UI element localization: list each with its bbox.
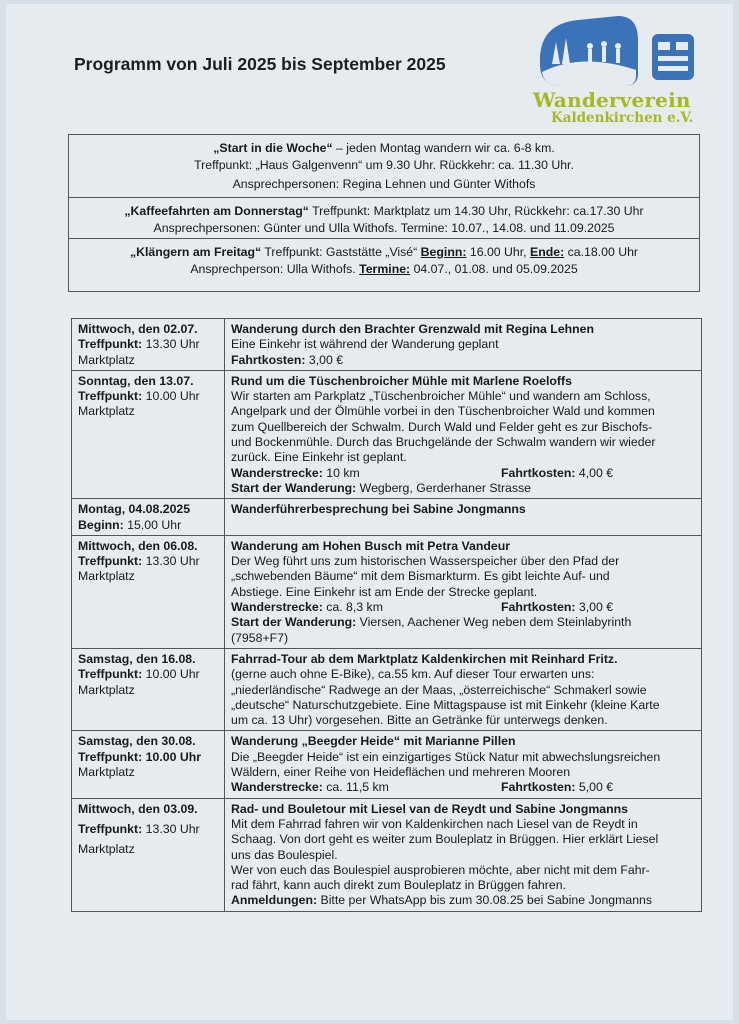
info-s3-begin-label: Beginn: — [420, 245, 467, 259]
info-s1-name: „Start in die Woche“ — [213, 141, 333, 155]
meet-place: Marktplatz — [78, 682, 135, 697]
meet-label: Treffpunkt: — [78, 749, 143, 764]
info-s1-line3: Ansprechpersonen: Regina Lehnen und Günter Withofs — [232, 177, 536, 191]
meet-label: Treffpunkt: — [78, 337, 143, 352]
fahrt-label: Fahrtkosten: — [501, 600, 576, 615]
event-line: zurück. Eine Einkehr ist geplant. — [231, 450, 407, 465]
event-date-cell — [72, 648, 225, 730]
info-s3-name: „Klängern am Freitag“ — [129, 245, 262, 259]
meet-time: 13.30 Uhr — [142, 554, 200, 569]
table-row — [72, 731, 702, 798]
info-s1-line2: Treffpunkt: „Haus Galgenvenn“ um 9.30 Uhr. Rückkehr: ca. 11.30 Uhr. — [194, 158, 574, 172]
event-title: Wanderung am Hohen Busch mit Petra Vandeur — [231, 538, 511, 553]
meet-label: Treffpunkt: — [78, 667, 143, 682]
meet-label: Treffpunkt: — [78, 389, 143, 404]
info-s2-text: Treffpunkt: Marktplatz um 14.30 Uhr, Rückkehr: ca.17.30 Uhr — [308, 204, 644, 218]
event-line: Abstiege. Eine Einkehr ist am Ende der Strecke geplant. — [231, 584, 538, 599]
fahrt-label: Fahrtkosten: — [501, 780, 576, 795]
meet-place: Marktplatz — [78, 404, 135, 419]
info-s2-name: „Kaffeefahrten am Donnerstag“ — [124, 204, 309, 218]
event-title: Wanderung „Beegder Heide“ mit Marianne Pillen — [231, 734, 516, 749]
table-row — [72, 798, 702, 911]
event-line: Der Weg führt uns zum historischen Wasserspeicher über den Pfad der — [231, 554, 620, 569]
table-row — [72, 499, 702, 536]
event-line: Schaag. Von dort geht es weiter zum Bouleplatz in Brüggen. Hier erklärt Liesel — [231, 832, 659, 847]
event-line: und Bockenmühle. Durch das Bruchgelände der Schwalm wandern wir wieder — [231, 435, 656, 450]
table-row — [72, 648, 702, 730]
fahrt-value: 5,00 € — [575, 780, 614, 795]
event-line: „niederländische“ Radwege an der Maas, „österreichische“ Schmakerl sowie — [231, 682, 647, 697]
info-s3-line2-prefix: Ansprechperson: Ulla Withofs. — [190, 262, 360, 276]
meet-place: Marktplatz — [78, 765, 135, 780]
event-title: Fahrrad-Tour ab dem Marktplatz Kaldenkirchen mit Reinhard Fritz. — [231, 651, 618, 666]
begin-time: 15.00 Uhr — [123, 517, 182, 532]
fahrt-value: 3,00 € — [305, 352, 344, 367]
event-line: (gerne auch ohne E-Bike), ca.55 km. Auf dieser Tour erwarten uns: — [231, 667, 595, 682]
event-line: „deutsche“ Naturschutzgebiete. Eine Mittagspause ist mit Einkehr (kleine Karte — [231, 697, 660, 712]
event-line: rad fährt, kann auch direkt zum Bouleplatz in Brüggen fahren. — [231, 878, 566, 893]
event-line: Angelpark und der Ölmühle vorbei in den Tüschenbroicher Wald und kommen — [231, 404, 655, 419]
event-date-cell — [72, 535, 225, 648]
event-line: Die „Beegder Heide“ ist ein einzigartiges Stück Natur mit abwechslungsreichen — [231, 749, 661, 764]
info-s3-end-label: Ende: — [530, 245, 565, 259]
table-row — [72, 319, 702, 371]
event-date-cell — [72, 370, 225, 498]
info-klaengern — [69, 239, 699, 291]
info-s3-termine-text: 04.07., 01.08. und 05.09.2025 — [410, 262, 578, 276]
logo-text-line2: Kaldenkirchen e.V. — [551, 110, 694, 126]
event-desc-cell — [225, 535, 702, 648]
info-s1-text: – jeden Montag wandern wir ca. 6-8 km. — [332, 141, 555, 155]
table-row — [72, 370, 702, 498]
strecke-label: Wanderstrecke: — [231, 465, 323, 480]
event-date: Montag, 04.08.2025 — [78, 502, 191, 517]
event-date: Sonntag, den 13.07. — [78, 373, 194, 388]
meet-time: 13.30 Uhr — [142, 337, 200, 352]
meet-time: 10.00 Uhr — [142, 667, 200, 682]
info-s3-text: Treffpunkt: Gaststätte „Visé“ — [261, 245, 421, 259]
weekly-info-box — [68, 134, 700, 292]
event-title: Rad- und Bouletour mit Liesel van de Reydt und Sabine Jongmanns — [231, 801, 628, 816]
event-line: zum Quellbereich der Schwalm. Durch Wald und Felder geht es zur Bischofs- — [231, 419, 653, 434]
start-label: Start der Wanderung: — [231, 480, 357, 495]
meet-time: 10.00 Uhr — [142, 749, 202, 764]
info-s3-termine-label: Termine: — [359, 262, 411, 276]
info-s3-begin-text: 16.00 Uhr, — [466, 245, 531, 259]
start-label: Start der Wanderung: — [231, 615, 357, 630]
event-line: um ca. 13 Uhr) vorgesehen. Bitte an Getränke für unterwegs denken. — [231, 713, 608, 728]
fahrt-label: Fahrtkosten: — [231, 352, 306, 367]
meet-label: Treffpunkt: — [78, 554, 143, 569]
event-title: Wanderung durch den Brachter Grenzwald mit Regina Lehnen — [231, 322, 595, 336]
event-date: Samstag, den 16.08. — [78, 651, 196, 666]
event-line: „schwebenden Bäume“ mit dem Bismarkturm. Es gibt leichte Auf- und — [231, 569, 610, 584]
meet-time: 13.30 Uhr — [142, 821, 200, 836]
event-date: Mittwoch, den 06.08. — [78, 538, 198, 553]
meet-place: Marktplatz — [78, 352, 135, 367]
info-s2-line2: Ansprechpersonen: Günter und Ulla Withofs. Termine: 10.07., 14.08. und 11.09.2025 — [153, 221, 615, 235]
strecke-value: ca. 8,3 km — [322, 600, 383, 615]
event-desc-cell — [225, 648, 702, 730]
event-line: Eine Einkehr ist während der Wanderung geplant — [231, 337, 499, 352]
page-title: Programm von Juli 2025 bis September 2025 — [74, 54, 446, 74]
fahrt-value: 3,00 € — [575, 600, 614, 615]
start-value: Wegberg, Gerderhaner Strasse — [356, 480, 532, 495]
info-start-in-die-woche — [69, 140, 699, 198]
event-date: Mittwoch, den 02.07. — [78, 322, 198, 336]
event-desc-cell — [225, 319, 702, 371]
event-line: Wir starten am Parkplatz „Tüschenbroicher Mühle“ und wandern am Schloss, — [231, 389, 651, 404]
events-table — [71, 318, 702, 912]
event-desc-cell — [225, 499, 702, 536]
meet-time: 10.00 Uhr — [142, 389, 200, 404]
event-line: Mit dem Fahrrad fahren wir von Kaldenkirchen nach Liesel van de Reydt in — [231, 816, 638, 831]
event-title: Rund um die Tüschenbroicher Mühle mit Marlene Roeloffs — [231, 373, 572, 388]
event-desc-cell — [225, 798, 702, 911]
strecke-value: ca. 11,5 km — [322, 780, 389, 795]
fahrt-label: Fahrtkosten: — [501, 465, 576, 480]
event-date: Samstag, den 30.08. — [78, 734, 196, 749]
table-row — [72, 535, 702, 648]
event-date-cell — [72, 798, 225, 911]
info-s3-end-text: ca.18.00 Uhr — [564, 245, 639, 259]
logo-text-line1: Wanderverein — [533, 88, 691, 112]
meet-label: Treffpunkt: — [78, 821, 143, 836]
event-date-cell — [72, 319, 225, 371]
meet-place: Marktplatz — [78, 569, 135, 584]
strecke-label: Wanderstrecke: — [231, 780, 323, 795]
anmeldung-value: Bitte per WhatsApp bis zum 30.08.25 bei Sabine Jongmanns — [317, 893, 653, 908]
anmeldung-label: Anmeldungen: — [231, 893, 318, 908]
event-extra: (7958+F7) — [231, 630, 289, 645]
meet-place: Marktplatz — [78, 842, 135, 857]
strecke-value: 10 km — [322, 465, 360, 480]
event-desc-cell — [225, 731, 702, 798]
begin-label: Beginn: — [78, 517, 124, 532]
event-line: uns das Boulespiel. — [231, 847, 338, 862]
event-date-cell — [72, 499, 225, 536]
event-date: Mittwoch, den 03.09. — [78, 801, 198, 816]
strecke-label: Wanderstrecke: — [231, 600, 323, 615]
event-title: Wanderführerbesprechung bei Sabine Jongmanns — [231, 502, 526, 517]
start-value: Viersen, Aachener Weg neben dem Steinlabyrinth — [356, 615, 632, 630]
info-kaffeefahrten — [69, 198, 699, 239]
event-desc-cell — [225, 370, 702, 498]
fahrt-value: 4,00 € — [575, 465, 614, 480]
event-line: Wäldern, einer Reihe von Heideflächen und mehreren Mooren — [231, 765, 571, 780]
event-line: Wer von euch das Boulespiel ausprobieren möchte, aber nicht mit dem Fahr- — [231, 862, 650, 877]
event-date-cell — [72, 731, 225, 798]
